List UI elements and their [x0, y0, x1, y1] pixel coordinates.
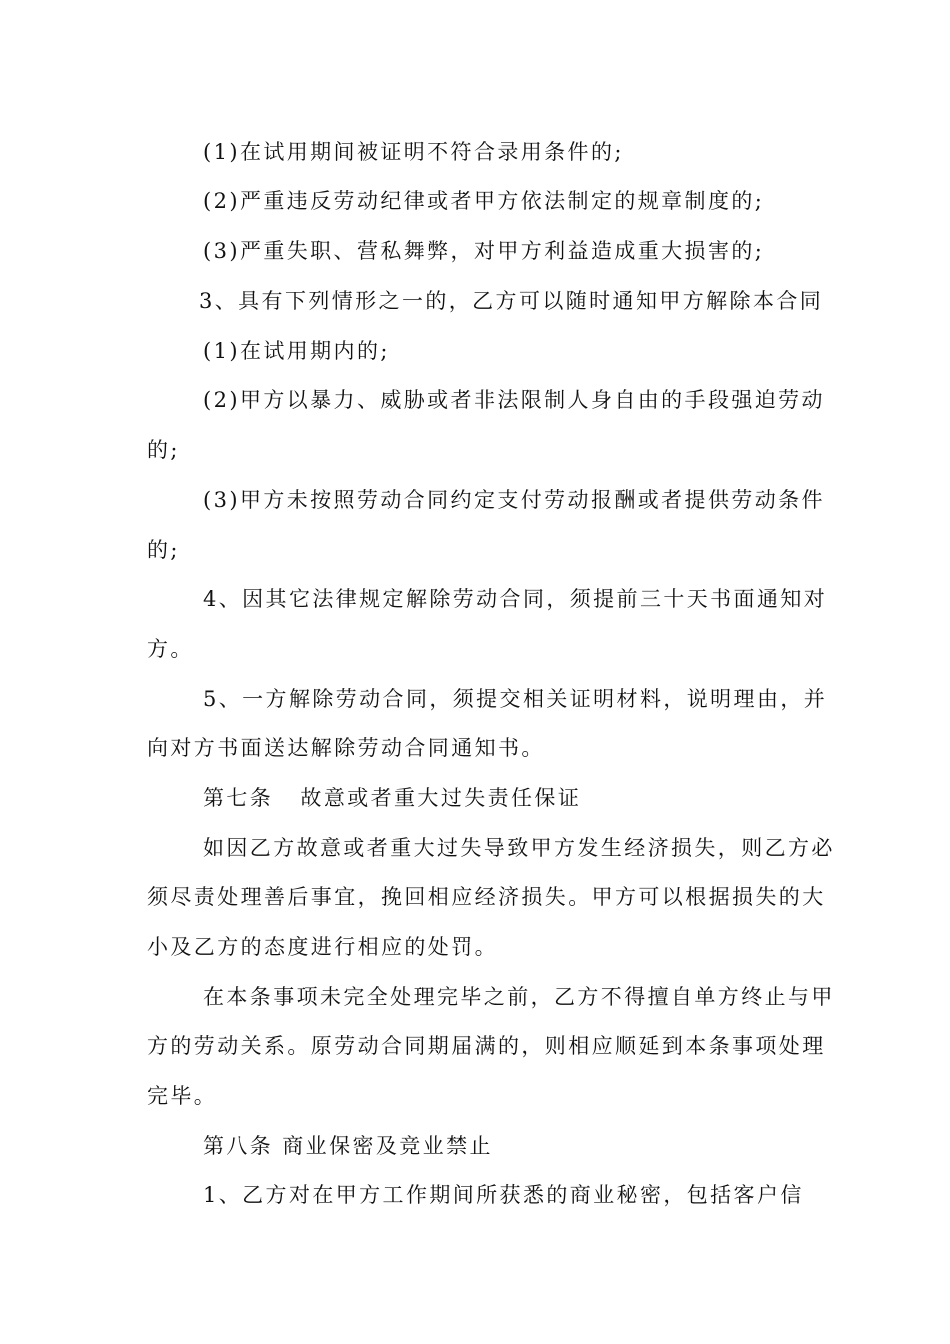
- clause-6-2-item-1: (1)在试用期间被证明不符合录用条件的;: [203, 140, 624, 164]
- clause-6-3-item-3: (3)甲方未按照劳动合同约定支付劳动报酬或者提供劳动条件: [203, 488, 825, 512]
- article-7-heading: 第七条 故意或者重大过失责任保证: [203, 786, 582, 810]
- article-7-para-2-line-2: 方的劳动关系。原劳动合同期届满的，则相应顺延到本条事项处理: [147, 1034, 826, 1058]
- article-7-para-2-line-3: 完毕。: [147, 1084, 218, 1108]
- article-7-para-1-line-2: 须尽责处理善后事宜，挽回相应经济损失。甲方可以根据损失的大: [147, 885, 826, 909]
- clause-6-3-item-2-cont: 的;: [147, 438, 180, 462]
- article-7-para-1-line-1: 如因乙方故意或者重大过失导致甲方发生经济损失，则乙方必: [203, 836, 835, 860]
- article-7-para-1-line-3: 小及乙方的态度进行相应的处罚。: [147, 935, 498, 959]
- article-8-item-1: 1、乙方对在甲方工作期间所获悉的商业秘密，包括客户信: [203, 1183, 804, 1207]
- clause-6-2-item-3: (3)严重失职、营私舞弊，对甲方利益造成重大损害的;: [203, 239, 765, 263]
- clause-6-4-cont: 方。: [147, 637, 194, 661]
- clause-6-3-item-2: (2)甲方以暴力、威胁或者非法限制人身自由的手段强迫劳动: [203, 388, 825, 412]
- clause-6-5-cont: 向对方书面送达解除劳动合同通知书。: [147, 736, 545, 760]
- clause-6-4: 4、因其它法律规定解除劳动合同，须提前三十天书面通知对: [203, 587, 828, 611]
- article-8-heading: 第八条 商业保密及竞业禁止: [203, 1134, 493, 1158]
- clause-6-3-item-1: (1)在试用期内的;: [203, 339, 390, 363]
- article-7-para-2-line-1: 在本条事项未完全处理完毕之前，乙方不得擅自单方终止与甲: [203, 985, 835, 1009]
- clause-6-3-item-3-cont: 的;: [147, 538, 180, 562]
- clause-6-3-heading: 3、具有下列情形之一的，乙方可以随时通知甲方解除本合同: [199, 289, 824, 313]
- clause-6-2-item-2: (2)严重违反劳动纪律或者甲方依法制定的规章制度的;: [203, 189, 765, 213]
- clause-6-5: 5、一方解除劳动合同，须提交相关证明材料，说明理由，并: [203, 687, 828, 711]
